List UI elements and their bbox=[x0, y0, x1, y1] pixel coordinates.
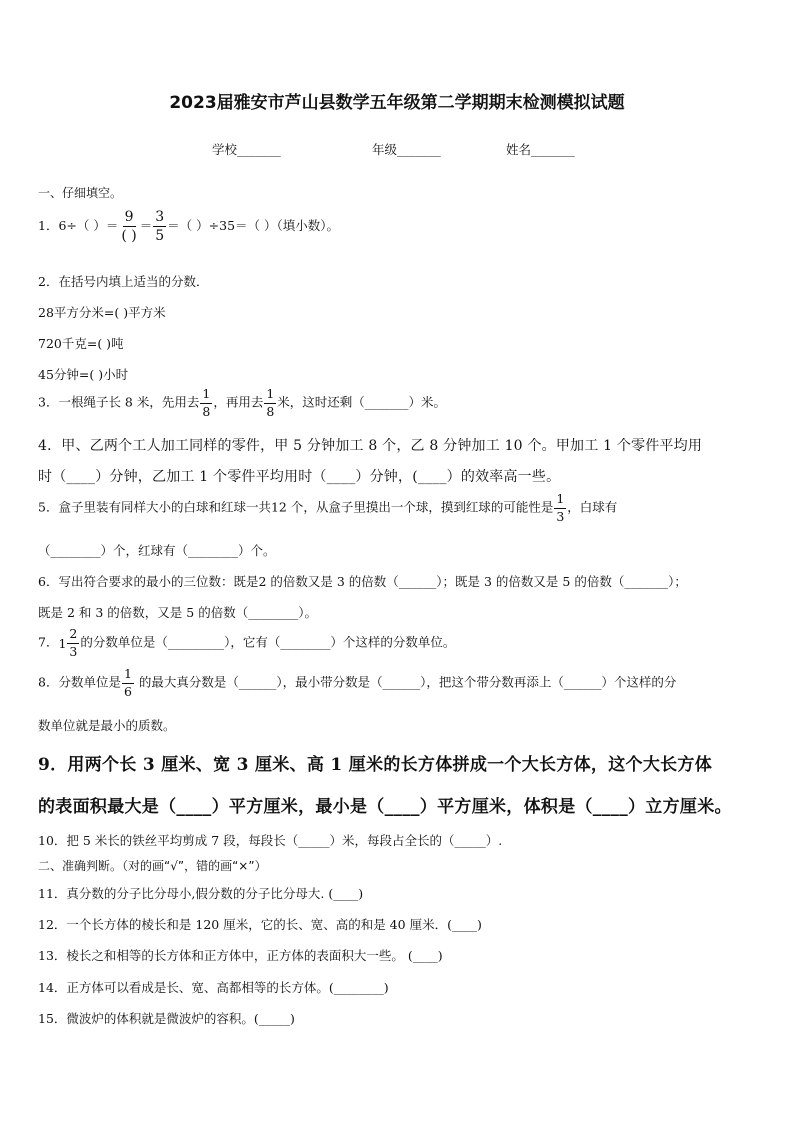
section-heading-judge: 二、准确判断。（对的画“√”，错的画“×”） bbox=[38, 859, 267, 873]
question-11: 11．真分数的分子比分母小,假分数的分子比分母大. (____) bbox=[38, 886, 364, 901]
question-14: 14．正方体可以看成是长、宽、高都相等的长方体。(________) bbox=[38, 980, 389, 995]
question-12: 12．一个长方体的棱长和是 120 厘米，它的长、宽、高的和是 40 厘米．(____) bbox=[38, 917, 482, 932]
q1-equals: ＝ bbox=[139, 218, 153, 233]
q7-number: 7． bbox=[38, 634, 59, 650]
q1-f1-numerator: 9 bbox=[124, 209, 134, 225]
q2-line-1: 28平方分米=( )平方米 bbox=[38, 305, 166, 320]
grade-field: 年级_______ bbox=[372, 142, 441, 157]
q1-text-b: ＝（ ）÷35＝（ ）（填小数）。 bbox=[167, 218, 339, 233]
school-field: 学校_______ bbox=[212, 142, 281, 157]
q6-line-2: 既是 2 和 3 的倍数，又是 5 的倍数（________）。 bbox=[38, 605, 317, 620]
q3-f2-numerator: 1 bbox=[264, 388, 276, 404]
name-field: 姓名_______ bbox=[506, 142, 575, 157]
q6-line-1: 6．写出符合要求的最小的三位数：既是2 的倍数又是 3 的倍数（______）；既是 3 的倍数又是 5 的倍数（_______）； bbox=[38, 574, 687, 589]
question-15: 15．微波炉的体积就是微波炉的容积。(_____) bbox=[38, 1011, 295, 1026]
q5-line-2: （________）个，红球有（________）个。 bbox=[38, 543, 276, 558]
question-7 bbox=[38, 628, 455, 658]
q8-fraction bbox=[122, 668, 134, 698]
question-13: 13．棱长之和相等的长方体和正方体中，正方体的表面积大一些。 (____) bbox=[38, 948, 443, 963]
q3-f1-denominator: 8 bbox=[202, 403, 211, 419]
q5-numerator: 1 bbox=[554, 493, 566, 509]
q8-line-2: 数单位就是最小的质数。 bbox=[38, 718, 176, 733]
q5-text-a: 5．盒子里装有同样大小的白球和红球一共12 个，从盒子里摸出一个球，摸到红球的可能性是 bbox=[38, 499, 554, 515]
q1-fraction-2 bbox=[153, 210, 166, 243]
q7-numerator: 2 bbox=[67, 628, 79, 644]
q7-text-b: 的分数单位是（_________），它有（________）个这样的分数单位。 bbox=[80, 634, 456, 650]
q7-fraction bbox=[67, 628, 79, 658]
q1-text-a: 1．6÷（ ）＝ bbox=[38, 218, 119, 233]
q3-f2-denominator: 8 bbox=[266, 403, 275, 419]
q1-fraction-1 bbox=[119, 210, 138, 243]
q3-f1-numerator: 1 bbox=[200, 388, 212, 404]
page-title: 2023届雅安市芦山县数学五年级第二学期期末检测模拟试题 bbox=[169, 93, 625, 113]
q1-f2-denominator: 5 bbox=[155, 228, 165, 244]
q3-fraction-1 bbox=[200, 388, 212, 418]
q7-whole: 1 bbox=[58, 635, 67, 651]
q1-f1-denominator: ( ) bbox=[121, 228, 137, 244]
q2-heading: 2．在括号内填上适当的分数． bbox=[38, 274, 209, 289]
question-8 bbox=[38, 668, 676, 698]
q5-fraction bbox=[554, 493, 566, 523]
q8-text-b: 的最大真分数是（______），最小带分数是（______），把这个带分数再添上（______）个这样的分 bbox=[134, 674, 677, 690]
q4-line-2: 时（____）分钟，乙加工 1 个零件平均用时（____）分钟，(____）的效率高一些。 bbox=[38, 469, 561, 485]
q8-text-a: 8．分数单位是 bbox=[38, 674, 121, 690]
q5-denominator: 3 bbox=[556, 508, 565, 524]
q3-text-a: 3．一根绳子长 8 米，先用去 bbox=[38, 394, 200, 410]
question-3 bbox=[38, 388, 446, 418]
question-1 bbox=[38, 210, 339, 243]
q9-line-2: 的表面积最大是（____）平方厘米，最小是（____）平方厘米，体积是（____）立方厘米。 bbox=[38, 797, 732, 817]
q8-numerator: 1 bbox=[122, 668, 134, 684]
question-10: 10．把 5 米长的铁丝平均剪成 7 段，每段长（_____）米，每段占全长的（_____）. bbox=[38, 833, 503, 848]
q2-line-3: 45分钟=( )小时 bbox=[38, 367, 129, 382]
section-heading-fill: 一、仔细填空。 bbox=[38, 186, 123, 200]
q2-line-2: 720千克=( )吨 bbox=[38, 336, 124, 351]
q7-mixed-number bbox=[58, 628, 80, 658]
q4-line-1: 4．甲、乙两个工人加工同样的零件，甲 5 分钟加工 8 个，乙 8 分钟加工 10 个。甲加工 1 个零件平均用 bbox=[38, 438, 703, 454]
q8-denominator: 6 bbox=[123, 683, 132, 699]
q9-line-1: 9．用两个长 3 厘米、宽 3 厘米、高 1 厘米的长方体拼成一个大长方体，这个大长方体 bbox=[38, 755, 713, 775]
q3-text-c: 米，这时还剩（_______）米。 bbox=[277, 394, 447, 410]
q3-text-b: ，再用去 bbox=[213, 394, 264, 410]
q5-text-b: ，白球有 bbox=[567, 499, 618, 515]
q1-f2-numerator: 3 bbox=[155, 209, 165, 225]
q3-fraction-2 bbox=[264, 388, 276, 418]
question-5 bbox=[38, 493, 617, 523]
q7-denominator: 3 bbox=[69, 643, 78, 659]
